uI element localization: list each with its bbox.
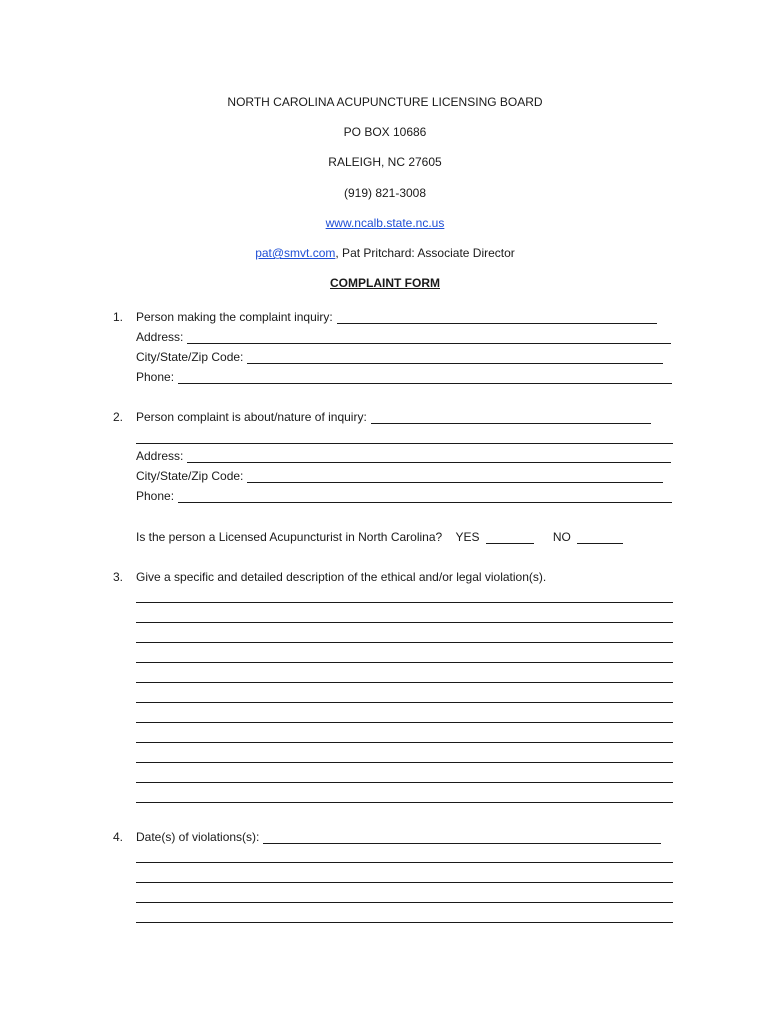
subject-phone-label: Phone: (136, 489, 175, 503)
section-2-number: 2. (113, 410, 124, 424)
description-line[interactable] (136, 702, 673, 703)
description-line[interactable] (136, 682, 673, 683)
license-question-row (136, 530, 623, 544)
section-2-phone-row (136, 489, 672, 503)
po-box: PO BOX 10686 (343, 125, 427, 139)
description-line[interactable] (136, 642, 673, 643)
website-link[interactable]: www.ncalb.state.nc.us (325, 216, 445, 230)
section-1-complainant-row (136, 310, 657, 324)
yes-label: YES (455, 530, 480, 544)
website-row (0, 216, 770, 230)
section-3-number: 3. (113, 570, 124, 584)
description-line[interactable] (136, 742, 673, 743)
contact-row (0, 246, 770, 260)
section-1-address-row (136, 330, 671, 344)
board-name: NORTH CAROLINA ACUPUNCTURE LICENSING BOARD (227, 95, 543, 109)
violation-description-label: Give a specific and detailed description of the ethical and/or legal violation(s). (136, 570, 547, 584)
complainant-city-label: City/State/Zip Code: (136, 350, 244, 364)
dates-line[interactable] (136, 882, 673, 883)
contact-name: , Pat Pritchard: Associate Director (335, 246, 515, 260)
complainant-label: Person making the complaint inquiry: (136, 310, 333, 324)
dates-line[interactable] (136, 862, 673, 863)
violation-dates-label: Date(s) of violations(s): (136, 830, 260, 844)
section-4-dates-row (136, 830, 661, 844)
section-2-subject-row (136, 410, 651, 424)
section-2-address-row (136, 449, 671, 463)
board-phone: (919) 821-3008 (343, 186, 427, 200)
email-link[interactable]: pat@smvt.com (255, 246, 336, 260)
section-4-number: 4. (113, 830, 124, 844)
description-line[interactable] (136, 722, 673, 723)
description-line[interactable] (136, 782, 673, 783)
subject-phone-field[interactable] (178, 490, 672, 503)
complainant-address-label: Address: (136, 330, 184, 344)
section-2-city-row (136, 469, 663, 483)
no-field[interactable] (577, 531, 623, 544)
subject-field[interactable] (371, 411, 651, 424)
complainant-field[interactable] (337, 311, 657, 324)
description-line[interactable] (136, 802, 673, 803)
subject-address-label: Address: (136, 449, 184, 463)
city-address: RALEIGH, NC 27605 (328, 155, 442, 169)
yes-field[interactable] (486, 531, 534, 544)
subject-extra-line[interactable] (136, 443, 673, 444)
subject-address-field[interactable] (187, 450, 671, 463)
section-1-number: 1. (113, 310, 124, 324)
description-line[interactable] (136, 662, 673, 663)
complainant-phone-field[interactable] (178, 371, 672, 384)
form-title: COMPLAINT FORM (330, 276, 440, 290)
violation-dates-field[interactable] (263, 831, 661, 844)
no-label: NO (552, 530, 571, 544)
complainant-city-field[interactable] (247, 351, 663, 364)
complainant-address-field[interactable] (187, 331, 671, 344)
description-line[interactable] (136, 762, 673, 763)
license-question: Is the person a Licensed Acupuncturist in North Carolina? (136, 530, 443, 544)
complainant-phone-label: Phone: (136, 370, 175, 384)
dates-line[interactable] (136, 902, 673, 903)
dates-line[interactable] (136, 922, 673, 923)
subject-city-field[interactable] (247, 470, 663, 483)
subject-label: Person complaint is about/nature of inquiry: (136, 410, 367, 424)
section-1-phone-row (136, 370, 672, 384)
description-line[interactable] (136, 602, 673, 603)
description-line[interactable] (136, 622, 673, 623)
subject-city-label: City/State/Zip Code: (136, 469, 244, 483)
section-1-city-row (136, 350, 663, 364)
